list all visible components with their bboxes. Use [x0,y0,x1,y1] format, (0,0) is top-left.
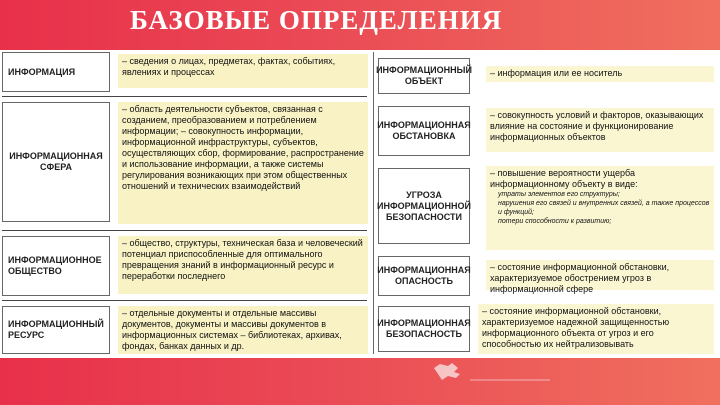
definition-information-danger: – состояние информационной обстановки, характеризуемое обострением угроз в информационной сфере [486,260,714,290]
term-information-danger: ИНФОРМАЦИОННАЯ ОПАСНОСТЬ [377,265,471,286]
slide-title: БАЗОВЫЕ ОПРЕДЕЛЕНИЯ [130,5,503,35]
term-information-sphere: ИНФОРМАЦИОННАЯ СФЕРА [9,151,103,172]
definition-information-situation: – совокупность условий и факторов, оказывающих влияние на состояние и функционирование информационных объектов [486,108,714,152]
threat-subitem: утраты элементов его структуры; [498,191,620,198]
threat-subitem: нарушения его связей и внутренних связей, а также процессов и функций; [498,200,710,216]
definitions-panel [0,50,720,358]
definition-information-society: – общество, структуры, техническая база и человеческий потенциал приспособленные для оптимального превращения знаний в информационный ресурс и переработки последнего [118,236,368,294]
map-decoration [430,360,570,390]
term-information-object: ИНФОРМАЦИОННЫЙ ОБЪЕКТ [376,65,472,86]
definition-security-threat [486,166,714,250]
term-information-resource: ИНФОРМАЦИОННЫЙ РЕСУРС [8,319,104,340]
definition-information-resource: – отдельные документы и отдельные массивы документов, документы и массивы документов в информационных системах – библиотеках, архивах, фондах, банках данных и др. [118,306,368,354]
term-information-security: ИНФОРМАЦИОННАЯ БЕЗОПАСНОСТЬ [377,318,471,339]
term-information-situation: ИНФОРМАЦИОННАЯ ОБСТАНОВКА [377,120,471,141]
divider [2,300,367,301]
divider [2,230,367,231]
definition-information-object: – информация или ее носитель [486,66,714,82]
column-divider [373,52,374,354]
term-security-threat: УГРОЗА ИНФОРМАЦИОННОЙ БЕЗОПАСНОСТИ [376,189,472,222]
definition-information: – сведения о лицах, предметах, фактах, событиях, явлениях и процессах [118,54,368,88]
definition-information-sphere: – область деятельности субъектов, связанная с созданием, преобразованием и потреблением информации; – совокупность информации, информационной инфраструктуры, субъектов, осуществляющих сбор, формирование, распространение и использование информации, а также системы регулирования возникающих при этом общественных отношений и технических взаимодействий [118,102,368,224]
definition-security-threat-lead: – повышение вероятности ущерба информационному объекту в виде: [490,168,638,189]
threat-subitem: потери способности к развитию; [498,218,612,225]
divider [2,96,367,97]
definition-information-security: – состояние информационной обстановки, характеризуемое надежной защищенностью информационного объекта от угроз и его способностью их нейтрализовывать [478,304,714,354]
term-information: ИНФОРМАЦИЯ [8,66,76,77]
term-information-society: ИНФОРМАЦИОННОЕ ОБЩЕСТВО [8,255,102,276]
